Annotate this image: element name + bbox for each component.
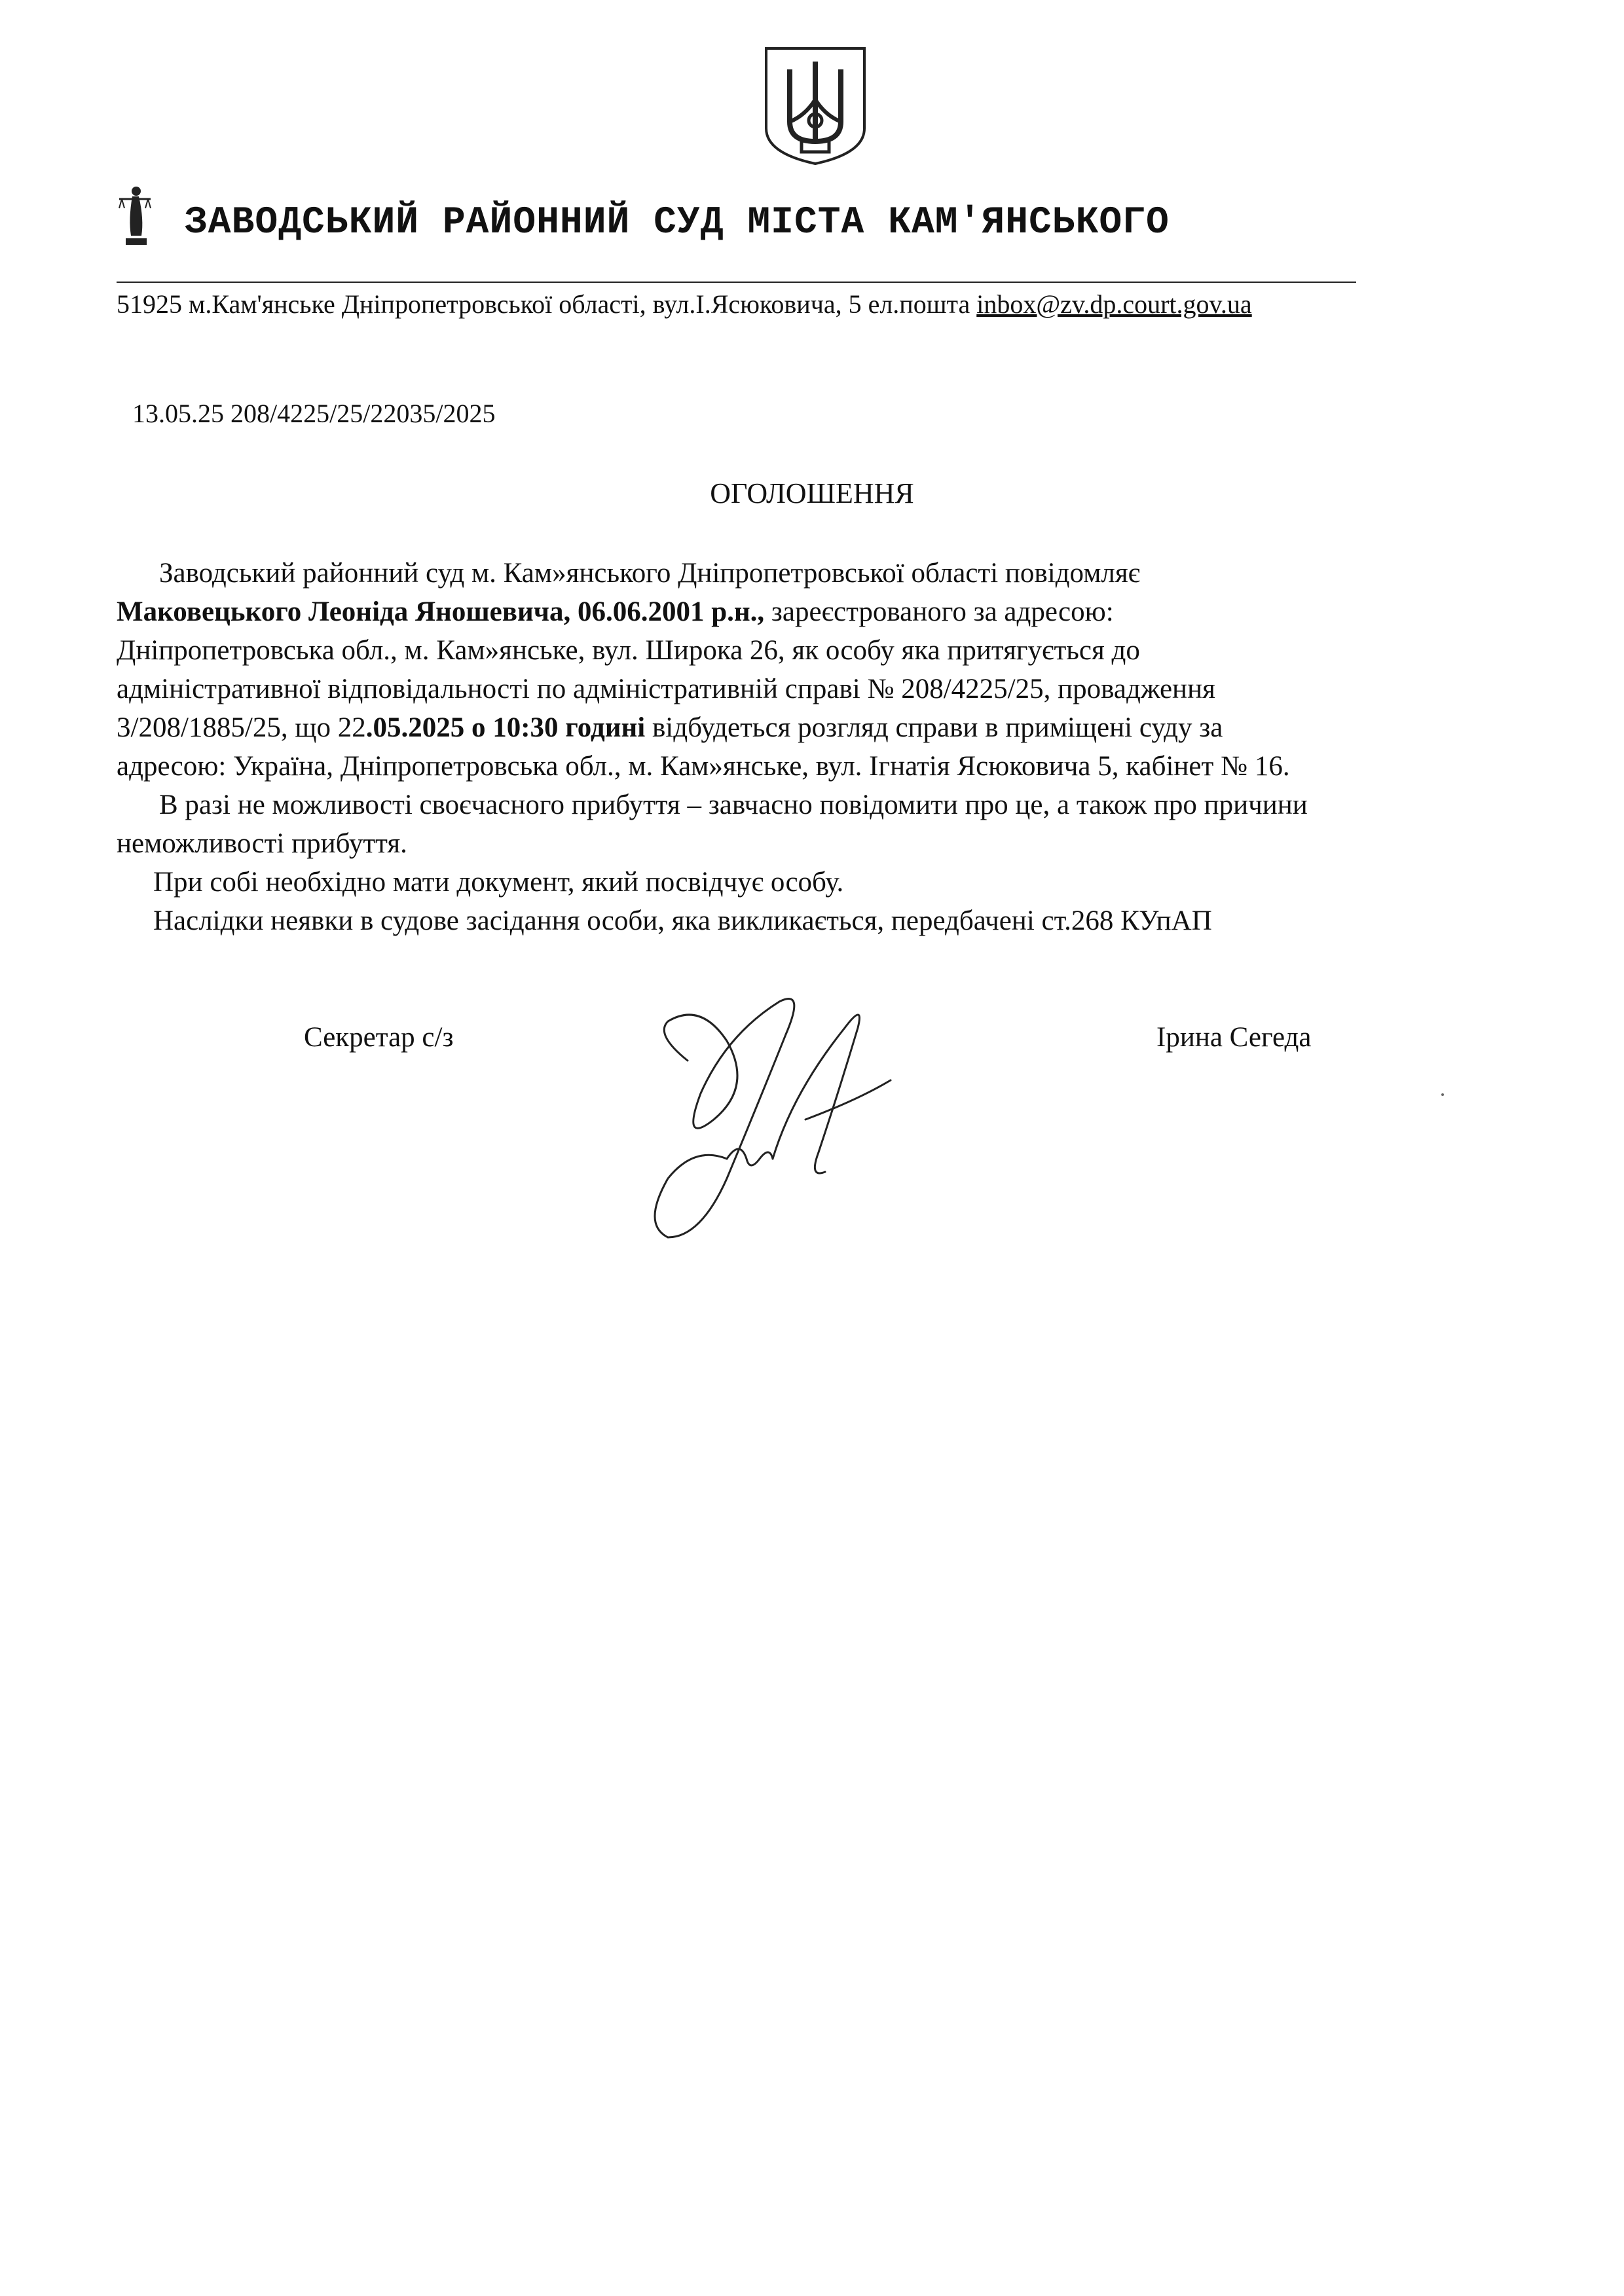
hearing-datetime: .05.2025 о 10:30 годині <box>365 712 646 743</box>
themis-emblem-icon <box>117 183 153 249</box>
body-line: Дніпропетровська обл., м. Кам»янське, вул. Широка 26, як особу яка притягується до <box>117 635 1140 666</box>
body-line: адресою: Україна, Дніпропетровська обл., м. Кам»янське, вул. Ігнатія Ясюковича 5, кабінет № 16. <box>117 751 1290 782</box>
scan-speck <box>1441 1093 1444 1096</box>
court-name-heading: ЗАВОДСЬКИЙ РАЙОННИЙ СУД МІСТА КАМ'ЯНСЬКОГО <box>185 202 1170 244</box>
body-line: неможливості прибуття. <box>117 828 407 859</box>
body-line: Заводський районний суд м. Кам»янського Дніпропетровської області повідомляє <box>159 558 1141 589</box>
signatory-name: Ірина Сегеда <box>1156 1022 1312 1053</box>
header-divider <box>117 282 1356 283</box>
court-address-text: 51925 м.Кам'янське Дніпропетровської області, вул.І.Ясюковича, 5 ел.пошта <box>117 289 977 319</box>
announcement-body <box>117 554 1518 940</box>
document-title: ОГОЛОШЕННЯ <box>710 477 914 509</box>
document-date-reference: 13.05.25 208/4225/25/22035/2025 <box>132 399 496 428</box>
body-line: 3/208/1885/25, що 22.05.2025 о 10:30 годині відбудеться розгляд справи в приміщені суду за <box>117 712 1223 743</box>
body-line: Маковецького Леоніда Яношевича, 06.06.2001 р.н., зареєстрованого за адресою: <box>117 596 1114 627</box>
court-email-link[interactable]: inbox@zv.dp.court.gov.ua <box>976 289 1252 319</box>
court-address <box>117 289 1252 319</box>
coat-of-arms-icon <box>760 43 871 168</box>
body-line: адміністративної відповідальності по адміністративній справі № 208/4225/25, провадження <box>117 674 1215 704</box>
person-name: Маковецького Леоніда Яношевича, 06.06.2001 р.н., <box>117 596 765 627</box>
handwritten-signature <box>629 962 943 1250</box>
body-line: Наслідки неявки в судове засідання особи, яка викликається, передбачені ст.268 КУпАП <box>153 905 1212 936</box>
signatory-role: Секретар с/з <box>304 1022 454 1053</box>
body-line: При собі необхідно мати документ, який посвідчує особу. <box>153 867 844 898</box>
body-line: В разі не можливості своєчасного прибуття – завчасно повідомити про це, а також про причини <box>159 790 1308 820</box>
